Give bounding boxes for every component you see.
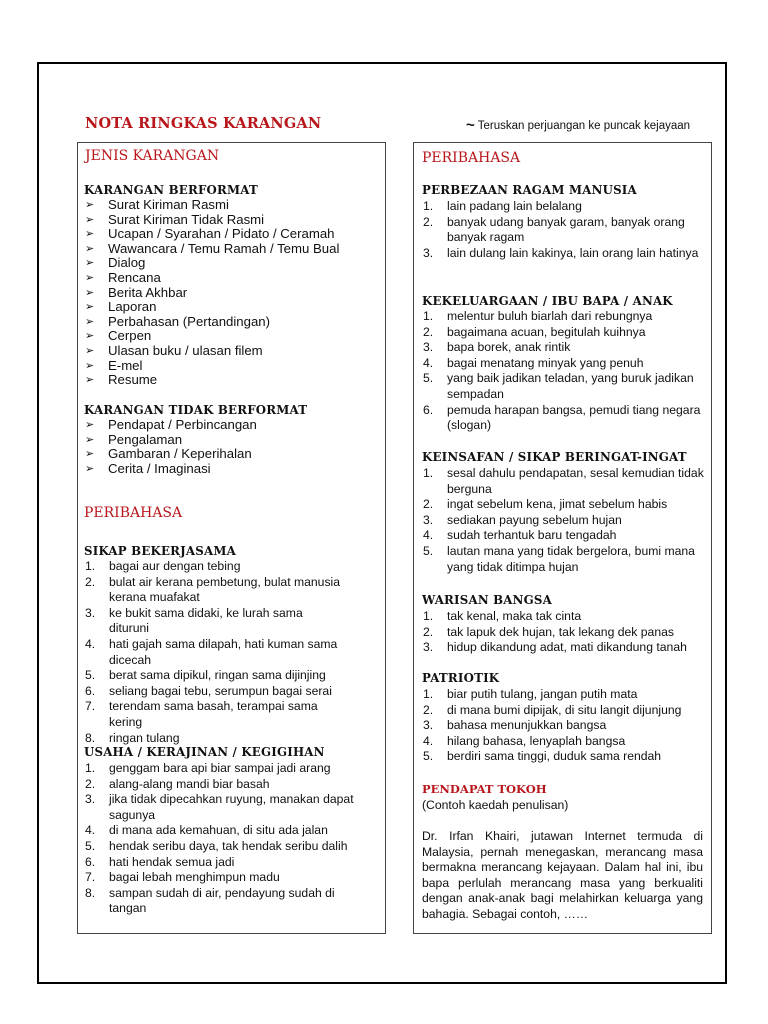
list-item — [422, 497, 704, 513]
patriotik-list — [422, 687, 707, 765]
list-number: 1. — [423, 466, 434, 480]
list-item-text: Surat Kiriman Tidak Rasmi — [108, 211, 265, 227]
list-item-text: Surat Kiriman Rasmi — [108, 197, 229, 212]
list-item — [84, 761, 354, 777]
list-item-text: Berita Akhbar — [108, 284, 188, 300]
list-number: 1. — [85, 761, 96, 775]
list-item-text: Rencana — [108, 269, 161, 285]
list-item — [84, 198, 384, 213]
list-number: 8. — [85, 885, 96, 900]
ragam-manusia-heading: PERBEZAAN RAGAM MANUSIA — [422, 183, 637, 197]
list-item — [422, 718, 707, 734]
arrow-bullet-icon: ➢ — [85, 286, 95, 299]
list-item-text: hati gajah sama dilapah, hati kuman sama dicecah — [109, 636, 338, 667]
list-number: 5. — [423, 749, 434, 764]
list-item — [84, 777, 354, 793]
list-number: 5. — [85, 668, 96, 683]
list-item-text: Laporan — [108, 299, 157, 315]
ragam-manusia-list — [422, 199, 704, 261]
list-item-text: bapa borek, anak rintik — [447, 340, 571, 355]
list-number: 4. — [423, 355, 434, 370]
list-item-text: lain dulang lain kakinya, lain orang lain hatinya — [447, 245, 699, 260]
list-item — [84, 870, 354, 886]
list-item-text: ingat sebelum kena, jimat sebelum habis — [447, 497, 668, 512]
arrow-bullet-icon: ➢ — [85, 228, 95, 241]
list-item — [422, 640, 707, 656]
arrow-bullet-icon: ➢ — [85, 330, 95, 343]
list-number: 3. — [423, 718, 434, 733]
list-number: 3. — [85, 605, 96, 620]
list-item-text: sampan sudah di air, pendayung sudah di tangan — [109, 885, 335, 916]
list-item — [84, 855, 354, 871]
list-item — [84, 823, 354, 839]
peribahasa-title-right: PERIBAHASA — [422, 150, 521, 166]
list-item — [422, 309, 707, 325]
peribahasa-title-left: PERIBAHASA — [84, 505, 183, 521]
list-item-text: pemuda harapan bangsa, pemudi tiang negara (slogan) — [447, 402, 701, 433]
list-item — [84, 447, 384, 462]
arrow-bullet-icon: ➢ — [85, 344, 95, 357]
list-number: 7. — [85, 870, 96, 885]
list-item — [84, 886, 354, 917]
list-item-text: bulat air kerana pembetung, bulat manusia kerana muafakat — [109, 574, 341, 605]
list-item-text: Cerpen — [108, 328, 152, 344]
list-item-text: genggam bara api biar sampai jadi arang — [109, 761, 331, 775]
list-item-text: bagai aur dengan tebing — [109, 559, 241, 573]
list-number: 6. — [423, 402, 434, 417]
list-item-text: hidup dikandung adat, mati dikandung tanah — [447, 640, 687, 655]
sikap-bekerjasama-heading: SIKAP BEKERJASAMA — [84, 544, 236, 558]
list-item-text: di mana bumi dipijak, di situ langit dijunjung — [447, 702, 682, 717]
list-number: 6. — [85, 854, 96, 869]
list-number: 1. — [85, 559, 96, 573]
list-item — [84, 286, 384, 301]
list-item — [422, 609, 707, 625]
arrow-bullet-icon: ➢ — [85, 257, 95, 270]
list-item-text: melentur buluh biarlah dari rebungnya — [447, 309, 653, 323]
list-item-text: seliang bagai tebu, serumpun bagai serai — [109, 683, 332, 698]
list-item-text: Pendapat / Perbincangan — [108, 417, 257, 432]
list-item — [422, 703, 707, 719]
arrow-bullet-icon: ➢ — [85, 374, 95, 387]
list-item-text: sudah terhantuk baru tengadah — [447, 528, 617, 543]
kekeluargaan-heading: KEKELUARGAAN / IBU BAPA / ANAK — [422, 294, 673, 308]
list-item — [84, 344, 384, 359]
list-item-text: Cerita / Imaginasi — [108, 460, 211, 476]
list-item-text: tak kenal, maka tak cinta — [447, 609, 582, 623]
list-item-text: di mana ada kemahuan, di situ ada jalan — [109, 823, 328, 838]
list-item-text: hendak seribu daya, tak hendak seribu dalih — [109, 838, 348, 853]
sikap-bekerjasama-list — [84, 559, 344, 746]
list-number: 4. — [85, 636, 96, 651]
list-item — [422, 215, 704, 246]
list-item-text: bagai lebah menghimpun madu — [109, 870, 280, 885]
list-item — [422, 403, 707, 434]
list-item — [84, 559, 344, 575]
karangan-tidak-berformat-list — [84, 418, 384, 476]
left-column — [77, 142, 386, 934]
list-item — [84, 418, 384, 433]
list-item-text: alang-alang mandi biar basah — [109, 776, 270, 791]
list-item-text: tak lapuk dek hujan, tak lekang dek panas — [447, 624, 674, 639]
list-item-text: E-mel — [108, 357, 143, 373]
list-item — [84, 684, 344, 700]
list-item-text: Pengalaman — [108, 431, 183, 447]
list-item — [84, 227, 384, 242]
list-item — [84, 315, 384, 330]
list-item — [422, 734, 707, 750]
list-item — [422, 356, 707, 372]
list-item — [422, 340, 707, 356]
arrow-bullet-icon: ➢ — [85, 213, 95, 226]
list-number: 3. — [85, 792, 96, 807]
arrow-bullet-icon: ➢ — [85, 419, 95, 431]
list-item-text: bahasa menunjukkan bangsa — [447, 718, 607, 733]
list-item-text: berat sama dipikul, ringan sama dijinjing — [109, 668, 326, 683]
jenis-karangan-title: JENIS KARANGAN — [85, 148, 220, 164]
usaha-heading: USAHA / KERAJINAN / KEGIGIHAN — [84, 745, 325, 759]
arrow-bullet-icon: ➢ — [85, 199, 95, 211]
list-item — [84, 242, 384, 257]
list-item-text: Resume — [108, 372, 158, 388]
list-item — [422, 325, 707, 341]
tagline-text: Teruskan perjuangan ke puncak kejayaan — [477, 120, 691, 132]
list-number: 7. — [85, 699, 96, 714]
list-item-text: sesal dahulu pendapatan, sesal kemudian tidak berguna — [447, 466, 704, 496]
list-number: 2. — [423, 214, 434, 229]
list-number: 2. — [423, 497, 434, 512]
karangan-berformat-heading: KARANGAN BERFORMAT — [84, 183, 258, 197]
list-item — [422, 687, 707, 703]
list-number: 2. — [423, 624, 434, 639]
usaha-list — [84, 761, 354, 917]
arrow-bullet-icon: ➢ — [85, 462, 95, 475]
list-number: 1. — [423, 687, 434, 701]
list-number: 5. — [85, 838, 96, 853]
list-number: 1. — [423, 609, 434, 623]
list-item — [84, 373, 384, 388]
pendapat-tokoh-paragraph: Dr. Irfan Khairi, jutawan Internet termuda di Malaysia, pernah menegaskan, merancang masa bermakna merancang kejayaan. Dalam hal ini, ibu bapa perlulah merancang masa yang berkualiti dengan anak-anak bagi melahirkan keluarga yang bahagia. Sebagai contoh, …… — [422, 829, 703, 921]
list-item — [422, 544, 704, 575]
list-number: 5. — [423, 371, 434, 386]
list-item — [84, 839, 354, 855]
warisan-bangsa-heading: WARISAN BANGSA — [422, 593, 552, 607]
list-item-text: terendam sama basah, terampai sama kering — [109, 699, 318, 729]
kekeluargaan-list — [422, 309, 707, 434]
list-item-text: yang baik jadikan teladan, yang buruk jadikan sempadan — [447, 371, 694, 401]
list-item — [84, 731, 344, 747]
list-item — [84, 256, 384, 271]
arrow-bullet-icon: ➢ — [85, 271, 95, 284]
list-item — [422, 513, 704, 529]
list-number: 1. — [423, 199, 434, 213]
pendapat-tokoh-subtitle: (Contoh kaedah penulisan) — [422, 798, 569, 812]
tagline — [466, 116, 690, 133]
list-item — [422, 371, 707, 402]
list-item — [84, 359, 384, 374]
list-item — [84, 699, 344, 730]
arrow-bullet-icon: ➢ — [85, 301, 95, 314]
list-number: 3. — [423, 245, 434, 260]
list-item-text: Gambaran / Keperihalan — [108, 446, 252, 462]
list-item-text: jika tidak dipecahkan ruyung, manakan dapat sagunya — [109, 792, 354, 822]
list-number: 2. — [423, 702, 434, 717]
list-item — [422, 246, 704, 262]
list-number: 4. — [85, 823, 96, 838]
karangan-berformat-list — [84, 198, 384, 388]
list-item — [84, 462, 384, 477]
list-number: 3. — [423, 640, 434, 655]
list-item — [84, 300, 384, 315]
list-item — [84, 792, 354, 823]
list-item — [84, 213, 384, 228]
list-item — [84, 575, 344, 606]
list-item — [84, 637, 344, 668]
list-item-text: Wawancara / Temu Ramah / Temu Bual — [108, 240, 340, 256]
list-item-text: hilang bahasa, lenyaplah bangsa — [447, 733, 626, 748]
list-item-text: berdiri sama tinggi, duduk sama rendah — [447, 749, 662, 764]
list-item — [422, 528, 704, 544]
list-item-text: ke bukit sama didaki, ke lurah sama dituruni — [109, 605, 303, 636]
list-item — [84, 271, 384, 286]
karangan-tidak-berformat-heading: KARANGAN TIDAK BERFORMAT — [84, 403, 308, 417]
page-title: NOTA RINGKAS KARANGAN — [85, 115, 322, 132]
list-number: 5. — [423, 543, 434, 558]
list-number: 1. — [423, 309, 434, 323]
warisan-bangsa-list — [422, 609, 707, 656]
list-item-text: bagai menatang minyak yang penuh — [447, 355, 644, 370]
arrow-bullet-icon: ➢ — [85, 448, 95, 461]
list-item-text: lain padang lain belalang — [447, 199, 582, 213]
list-item-text: sediakan payung sebelum hujan — [447, 512, 622, 527]
list-item-text: Ulasan buku / ulasan filem — [108, 342, 263, 358]
list-item-text: ringan tulang — [109, 730, 180, 745]
list-number: 8. — [85, 730, 96, 745]
list-item-text: Ucapan / Syarahan / Pidato / Ceramah — [108, 226, 335, 242]
list-item — [84, 668, 344, 684]
list-item — [84, 433, 384, 448]
list-item — [422, 749, 707, 765]
list-item — [84, 606, 344, 637]
list-item-text: lautan mana yang tidak bergelora, bumi mana yang tidak ditimpa hujan — [447, 543, 695, 574]
keinsafan-list — [422, 466, 704, 575]
list-number: 3. — [423, 512, 434, 527]
list-item-text: hati hendak semua jadi — [109, 854, 235, 869]
list-number: 4. — [423, 528, 434, 543]
arrow-bullet-icon: ➢ — [85, 315, 95, 328]
patriotik-heading: PATRIOTIK — [422, 671, 500, 685]
list-item — [422, 466, 704, 497]
list-number: 2. — [423, 324, 434, 339]
arrow-bullet-icon: ➢ — [85, 359, 95, 372]
list-number: 2. — [85, 574, 96, 589]
right-column — [413, 142, 712, 934]
list-item-text: Dialog — [108, 255, 146, 271]
pendapat-tokoh-heading: PENDAPAT TOKOH — [422, 782, 547, 796]
list-item-text: banyak udang banyak garam, banyak orang banyak ragam — [447, 214, 685, 245]
list-number: 6. — [85, 683, 96, 698]
list-item-text: Perbahasan (Pertandingan) — [108, 313, 271, 329]
list-number: 3. — [423, 340, 434, 355]
arrow-bullet-icon: ➢ — [85, 433, 95, 446]
arrow-bullet-icon: ➢ — [85, 242, 95, 255]
list-number: 2. — [85, 776, 96, 791]
list-item — [422, 625, 707, 641]
list-item-text: biar putih tulang, jangan putih mata — [447, 687, 638, 701]
list-item — [422, 199, 704, 215]
keinsafan-heading: KEINSAFAN / SIKAP BERINGAT-INGAT — [422, 450, 687, 464]
list-item-text: bagaimana acuan, begitulah kuihnya — [447, 324, 646, 339]
list-item — [84, 329, 384, 344]
tilde-mark: ~ — [466, 117, 475, 134]
list-number: 4. — [423, 733, 434, 748]
